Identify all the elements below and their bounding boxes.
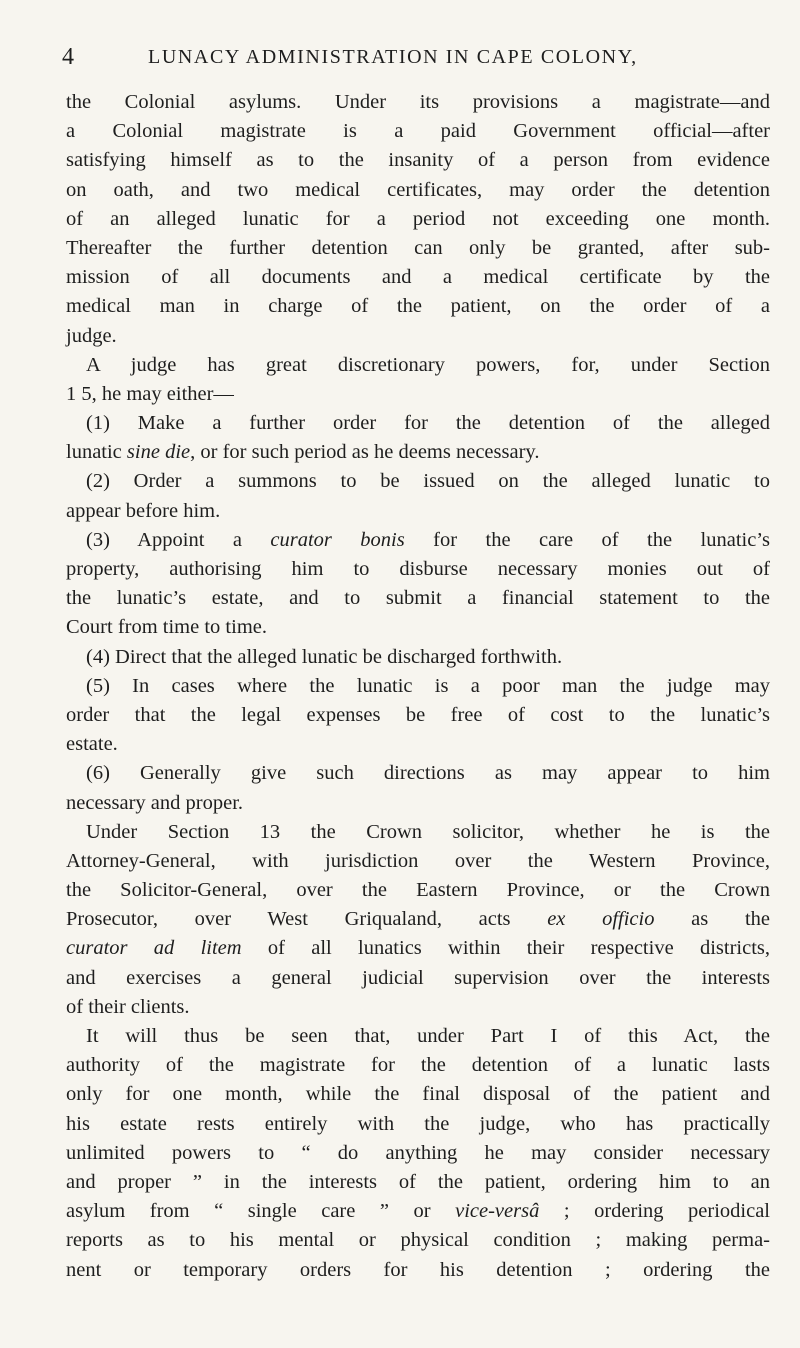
- text-line: [66, 205, 770, 234]
- text-run: appear before him.: [66, 499, 221, 522]
- text-line: [66, 409, 770, 438]
- running-head: [62, 42, 762, 72]
- page-number: 4: [62, 44, 74, 70]
- italic-run: curator bonis: [270, 528, 405, 551]
- text-run: (5) In cases where the lunatic is a poor man the judge may: [86, 674, 770, 697]
- text-run: (2) Order a summons to be issued on the alleged lunatic to: [86, 470, 770, 493]
- text-run: the Solicitor-General, over the Eastern Province, or the Crown: [66, 879, 770, 902]
- text-run: and proper ” in the interests of the patient, ordering him to an: [66, 1170, 770, 1193]
- text-line: [66, 234, 770, 263]
- text-run: lunatic: [66, 441, 127, 464]
- text-run: , or for such period as he deems necessary.: [190, 441, 540, 464]
- text-run: his estate rests entirely with the judge, who has practically: [66, 1112, 770, 1135]
- text-run: reports as to his mental or physical condition ; making perma-: [66, 1229, 770, 1252]
- text-run: property, authorising him to disburse necessary monies out of: [66, 558, 770, 580]
- text-run: estate.: [66, 733, 118, 756]
- text-line: [66, 88, 770, 117]
- text-line: [66, 467, 770, 496]
- text-run: (6) Generally give such directions as may appear to him: [86, 762, 770, 785]
- text-line: [66, 292, 770, 321]
- text-line: [66, 730, 770, 759]
- text-run: Court from time to time.: [66, 616, 267, 639]
- text-run: asylum from “ single care ” or: [66, 1200, 456, 1223]
- text-line: [66, 643, 770, 672]
- text-line: [66, 905, 770, 934]
- text-line: [66, 117, 770, 146]
- text-line: [66, 1110, 770, 1139]
- text-line: [66, 438, 770, 467]
- text-run: as the: [654, 908, 770, 931]
- text-line: [66, 759, 770, 788]
- text-run: (4) Direct that the alleged lunatic be discharged forthwith.: [86, 645, 563, 668]
- text-run: (1) Make a further order for the detention of the alleged: [86, 412, 770, 435]
- text-line: [66, 146, 770, 175]
- text-line: [66, 1197, 770, 1226]
- text-run: necessary and proper.: [66, 791, 244, 814]
- text-run: satisfying himself as to the insanity of a person from evidence: [66, 149, 770, 172]
- text-run: order that the legal expenses be free of cost to the lunatic’s: [66, 703, 770, 726]
- text-run: ; ordering periodical: [539, 1200, 770, 1223]
- text-line: [66, 789, 770, 818]
- text-line: [66, 497, 770, 526]
- italic-run: curator ad litem: [66, 937, 242, 960]
- text-run: nent or temporary orders for his detention ; ordering the: [66, 1258, 770, 1281]
- text-run: a Colonial magistrate is a paid Government official—after: [66, 120, 770, 143]
- text-line: [66, 613, 770, 642]
- text-run: Under Section 13 the Crown solicitor, whether he is the: [86, 820, 770, 843]
- text-line: [66, 818, 770, 847]
- text-line: [66, 876, 770, 905]
- text-line: [66, 380, 770, 409]
- text-line: [66, 1139, 770, 1168]
- italic-run: vice-versâ: [455, 1200, 540, 1223]
- text-line: [66, 1256, 770, 1285]
- text-line: [66, 1226, 770, 1255]
- text-run: the Colonial asylums. Under its provisions a magistrate—and: [66, 91, 770, 113]
- text-run: for the care of the lunatic’s: [404, 528, 770, 551]
- text-line: [66, 701, 770, 730]
- text-run: A judge has great discretionary powers, for, under Section: [86, 353, 770, 376]
- text-run: of an alleged lunatic for a period not exceeding one month.: [66, 207, 770, 230]
- text-run: mission of all documents and a medical certificate by the: [66, 266, 770, 289]
- text-line: [66, 934, 770, 963]
- italic-run: sine die: [126, 441, 191, 464]
- text-line: [66, 322, 770, 351]
- text-line: [66, 1168, 770, 1197]
- text-run: Prosecutor, over West Griqualand, acts: [66, 908, 548, 931]
- text-run: It will thus be seen that, under Part I of this Act, the: [86, 1025, 770, 1047]
- text-line: [66, 1022, 770, 1051]
- text-line: [66, 1051, 770, 1080]
- text-line: [66, 263, 770, 292]
- text-run: judge.: [66, 324, 117, 347]
- text-line: [66, 584, 770, 613]
- running-head-title: LUNACY ADMINISTRATION IN CAPE COLONY,: [148, 46, 638, 68]
- text-run: authority of the magistrate for the detention of a lunatic lasts: [66, 1054, 770, 1077]
- text-run: 1 5, he may either—: [66, 382, 234, 405]
- text-line: [66, 847, 770, 876]
- body-text: [66, 88, 770, 1285]
- italic-run: ex officio: [547, 908, 655, 931]
- text-line: [66, 526, 770, 555]
- text-line: [66, 993, 770, 1022]
- text-run: unlimited powers to “ do anything he may consider necessary: [66, 1141, 770, 1164]
- text-line: [66, 964, 770, 993]
- text-run: of their clients.: [66, 995, 190, 1018]
- text-run: only for one month, while the final disposal of the patient and: [66, 1083, 770, 1106]
- text-line: [66, 176, 770, 205]
- text-run: medical man in charge of the patient, on the order of a: [66, 295, 770, 318]
- text-run: the lunatic’s estate, and to submit a financial statement to the: [66, 587, 770, 610]
- text-run: on oath, and two medical certificates, may order the detention: [66, 178, 770, 201]
- text-run: of all lunatics within their respective districts,: [241, 937, 770, 960]
- text-line: [66, 672, 770, 701]
- text-line: [66, 555, 770, 584]
- text-run: and exercises a general judicial supervision over the interests: [66, 966, 770, 989]
- text-run: (3) Appoint a: [86, 528, 271, 551]
- text-run: Thereafter the further detention can only be granted, after sub-: [66, 236, 770, 259]
- text-line: [66, 1080, 770, 1109]
- text-line: [66, 351, 770, 380]
- text-run: Attorney-General, with jurisdiction over the Western Province,: [66, 849, 770, 872]
